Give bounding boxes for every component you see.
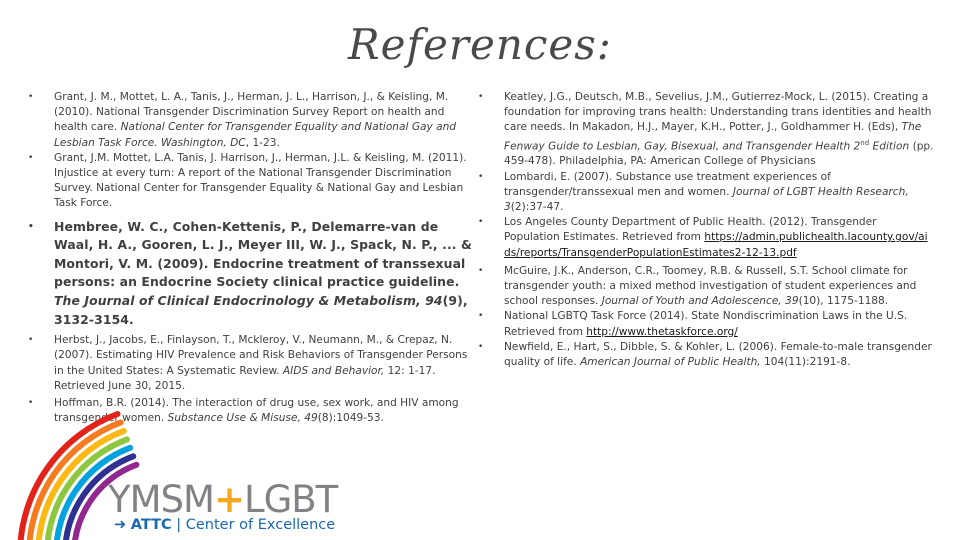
reference-pages: (pp. 459-478). Philadelphia, PA: American College of Physicians <box>504 140 934 168</box>
reference-source: The Fenway Guide to Lesbian, Gay, Bisexual, and Transgender Health 2 <box>504 121 922 153</box>
reference-item <box>478 264 934 310</box>
superscript: nd <box>860 138 870 147</box>
reference-edition: Edition <box>869 140 910 153</box>
bullet-icon: • <box>28 152 34 163</box>
reference-source: National Center for Transgender Equality and National Gay and Lesbian Task Force. Washington, DC <box>54 121 457 149</box>
reference-item <box>478 90 934 170</box>
reference-source: American Journal of Public Health, <box>580 355 761 368</box>
bullet-icon: • <box>28 335 34 346</box>
reference-link[interactable]: https://admin.publichealth.lacounty.gov/aids/reports/TransgenderPopulationEstimates2-12-13.pdf <box>504 231 928 259</box>
reference-text: Grant, J.M. Mottet, L.A. Tanis, J. Harrison, J., Herman, J.L. & Keisling, M. (2011). Injustice at every turn: A report of the National Transgender Discrimination Survey. National Center for Transgender Equality & National Gay and Lesbian Task Force. <box>54 151 467 210</box>
ymsm-lgbt-logo <box>108 478 337 521</box>
bullet-icon: • <box>28 398 34 408</box>
attc-subtitle <box>114 517 335 533</box>
logo-lgbt: LGBT <box>243 478 338 521</box>
reference-text: McGuire, J.K., Anderson, C.R., Toomey, R.B. & Russell, S.T. School climate for transgender youth: a mixed method investigation of student experiences and school responses. <box>504 264 917 308</box>
bullet-icon: • <box>478 92 484 102</box>
reference-item <box>478 170 934 216</box>
bullet-icon: • <box>478 341 484 352</box>
reference-item <box>28 218 476 330</box>
logo-ymsm: YMSM <box>108 478 214 521</box>
logo-plus-icon: + <box>213 478 244 521</box>
reference-text: Los Angeles County Department of Public Health. (2012). Transgender Population Estimates. Retrieved from <box>504 216 877 244</box>
bullet-icon: • <box>478 171 484 182</box>
references-left-column <box>28 90 476 426</box>
bullet-icon: • <box>28 92 34 102</box>
reference-text: Newfield, E., Hart, S., Dibble, S. & Kohler, L. (2006). Female-to-male transgender quality of life. <box>504 340 932 368</box>
bullet-icon: • <box>478 217 484 228</box>
attc-arrow-icon: ➜ <box>114 517 127 533</box>
reference-source: Journal of Youth and Adolescence, 39 <box>601 295 799 308</box>
page-title: References: <box>348 20 612 69</box>
bullet-icon: • <box>28 221 34 232</box>
reference-item <box>478 309 934 339</box>
reference-text: National LGBTQ Task Force (2014). State Nondiscrimination Laws in the U.S. Retrieved from <box>504 310 908 338</box>
reference-item <box>28 151 476 212</box>
reference-item <box>28 90 476 151</box>
reference-item <box>478 340 934 370</box>
reference-text: Hembree, W. C., Cohen-Kettenis, P., Delemarre-van de Waal, H. A., Gooren, L. J., Meyer III, W. J., Spack, N. P., ... & Montori, V. M. (2009). Endocrine treatment of transsexual persons: an Endocrine Society clinical practice guideline. <box>54 218 472 290</box>
reference-source: Substance Use & Misuse, 49 <box>167 412 318 425</box>
bullet-icon: • <box>478 265 484 276</box>
logo-divider: | <box>176 517 182 533</box>
reference-pages: , 1-23. <box>245 136 280 149</box>
logo-attc: ATTC <box>130 517 172 533</box>
reference-pages: (8):1049-53. <box>317 412 384 425</box>
reference-source: The Journal of Clinical Endocrinology & Metabolism, 94 <box>54 293 443 308</box>
reference-text: Hoffman, B.R. (2014). The interaction of drug use, sex work, and HIV among transgender women. <box>54 397 459 425</box>
reference-source: AIDS and Behavior, <box>282 364 385 377</box>
bullet-icon: • <box>478 311 484 322</box>
reference-text: Keatley, J.G., Deutsch, M.B., Sevelius, J.M., Gutierrez-Mock, L. (2015). Creating a foundation for improving trans health: Understanding trans identities and health care needs. In Makadon, H.J., Mayer, K.H., Potter, J., Goldhammer H. (Eds), <box>504 91 932 134</box>
reference-link[interactable]: http://www.thetaskforce.org/ <box>586 325 738 338</box>
reference-pages: (9), 3132-3154. <box>54 293 468 327</box>
reference-pages: (2):37-47. <box>510 200 564 213</box>
reference-text: Lombardi, E. (2007). Substance use treatment experiences of transgender/transsexual men and women. <box>504 170 831 198</box>
reference-item <box>478 215 934 261</box>
reference-text: Herbst, J., Jacobs, E., Finlayson, T., Mckleroy, V., Neumann, M., & Crepaz, N. (2007). Estimating HIV Prevalence and Risk Behaviors of Transgender Persons in the United States: A Systematic Review. <box>54 334 468 377</box>
reference-pages: 104(11):2191-8. <box>760 355 851 368</box>
reference-pages: (10), 1175-1188. <box>798 295 889 308</box>
logo-center-of-excellence: Center of Excellence <box>185 517 336 533</box>
reference-source: Journal of LGBT Health Research, 3 <box>504 185 909 213</box>
reference-text: Grant, J. M., Mottet, L. A., Tanis, J., Herman, J. L., Harrison, J., & Keisling, M. (2010). National Transgender Discrimination Survey Report on health and health care. <box>54 91 449 134</box>
reference-pages: 12: 1-17. Retrieved June 30, 2015. <box>54 364 436 392</box>
references-right-column <box>478 90 934 370</box>
